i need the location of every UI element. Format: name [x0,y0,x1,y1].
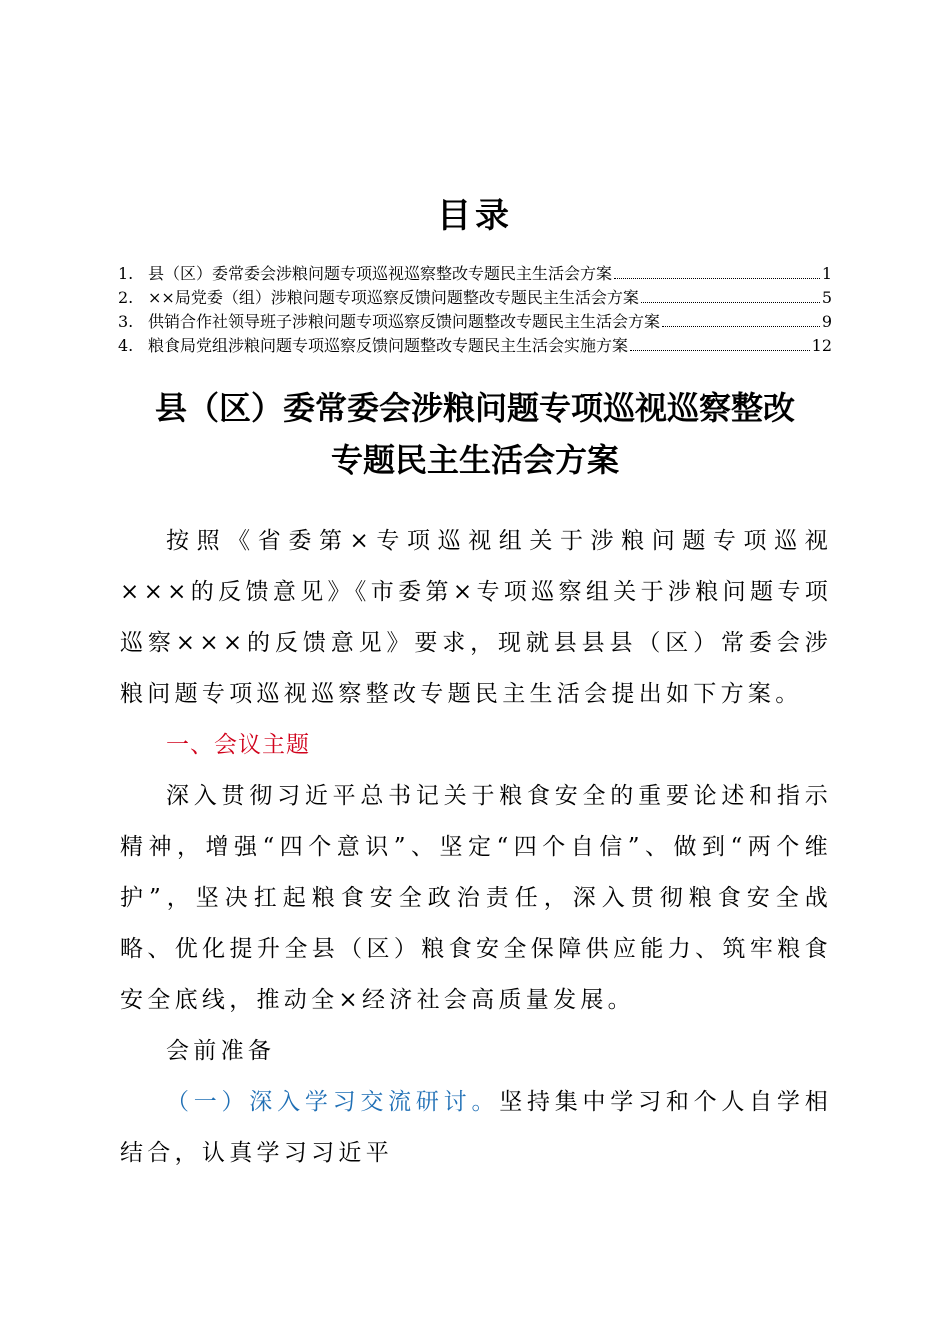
toc-leader-dots [662,325,820,327]
section-paragraph-meeting-theme: 深入贯彻习近平总书记关于粮食安全的重要论述和指示精神，增强“四个意识”、坚定“四个自信”、做到“两个维护”，坚决扛起粮食安全政治责任，深入贯彻粮食安全战略、优化提升全县（区）粮食安全保障供应能力、筑牢粮食安全底线，推动全×经济社会高质量发展。 [120,783,832,1013]
toc-item-page: 12 [811,336,832,355]
toc-leader-dots [641,301,820,303]
subsection-paragraph-study [120,1077,832,1179]
document-title [0,382,950,486]
toc-item-text: 粮食局党组涉粮问题专项巡察反馈问题整改专题民主生活会实施方案 [148,336,629,355]
document-title-line-1: 县（区）委常委会涉粮问题专项巡视巡察整改 [154,389,795,427]
subsection-heading-study: （一）深入学习交流研讨。 [166,1089,500,1115]
toc-leader-dots [630,349,810,351]
toc-item-page: 9 [821,312,832,331]
document-body [120,516,832,1179]
section-heading-preparation: 会前准备 [166,1038,276,1064]
document-title-line-2: 专题民主生活会方案 [330,441,619,479]
toc-item-page: 5 [821,288,832,307]
section-heading-meeting-theme: 一、会议主题 [166,732,310,758]
intro-paragraph: 按照《省委第×专项巡视组关于涉粮问题专项巡视×××的反馈意见》《市委第×专项巡察组关于涉粮问题专项巡察×××的反馈意见》要求，现就县县县（区）常委会涉粮问题专项巡视巡察整改专题民主生活会提出如下方案。 [120,528,832,707]
toc-item-text: ××局党委（组）涉粮问题专项巡察反馈问题整改专题民主生活会方案 [148,288,639,307]
toc-item-page: 1 [821,264,832,283]
toc-title: 目录 [437,196,513,236]
toc-item[interactable] [118,262,832,286]
table-of-contents [118,262,832,358]
toc-item-number: 2. [118,288,134,307]
toc-item[interactable] [118,310,832,334]
toc-leader-dots [614,277,820,279]
subsection-text-study: 坚持集中学习和个人自学相结合，认真学习习近平 [120,1089,832,1166]
toc-item[interactable] [118,334,832,358]
toc-item-number: 3. [118,312,134,331]
toc-item-number: 4. [118,336,134,355]
toc-item-number: 1. [118,264,134,283]
toc-item-text: 县（区）委常委会涉粮问题专项巡视巡察整改专题民主生活会方案 [148,264,613,283]
toc-item-text: 供销合作社领导班子涉粮问题专项巡察反馈问题整改专题民主生活会方案 [148,312,661,331]
toc-item[interactable] [118,286,832,310]
